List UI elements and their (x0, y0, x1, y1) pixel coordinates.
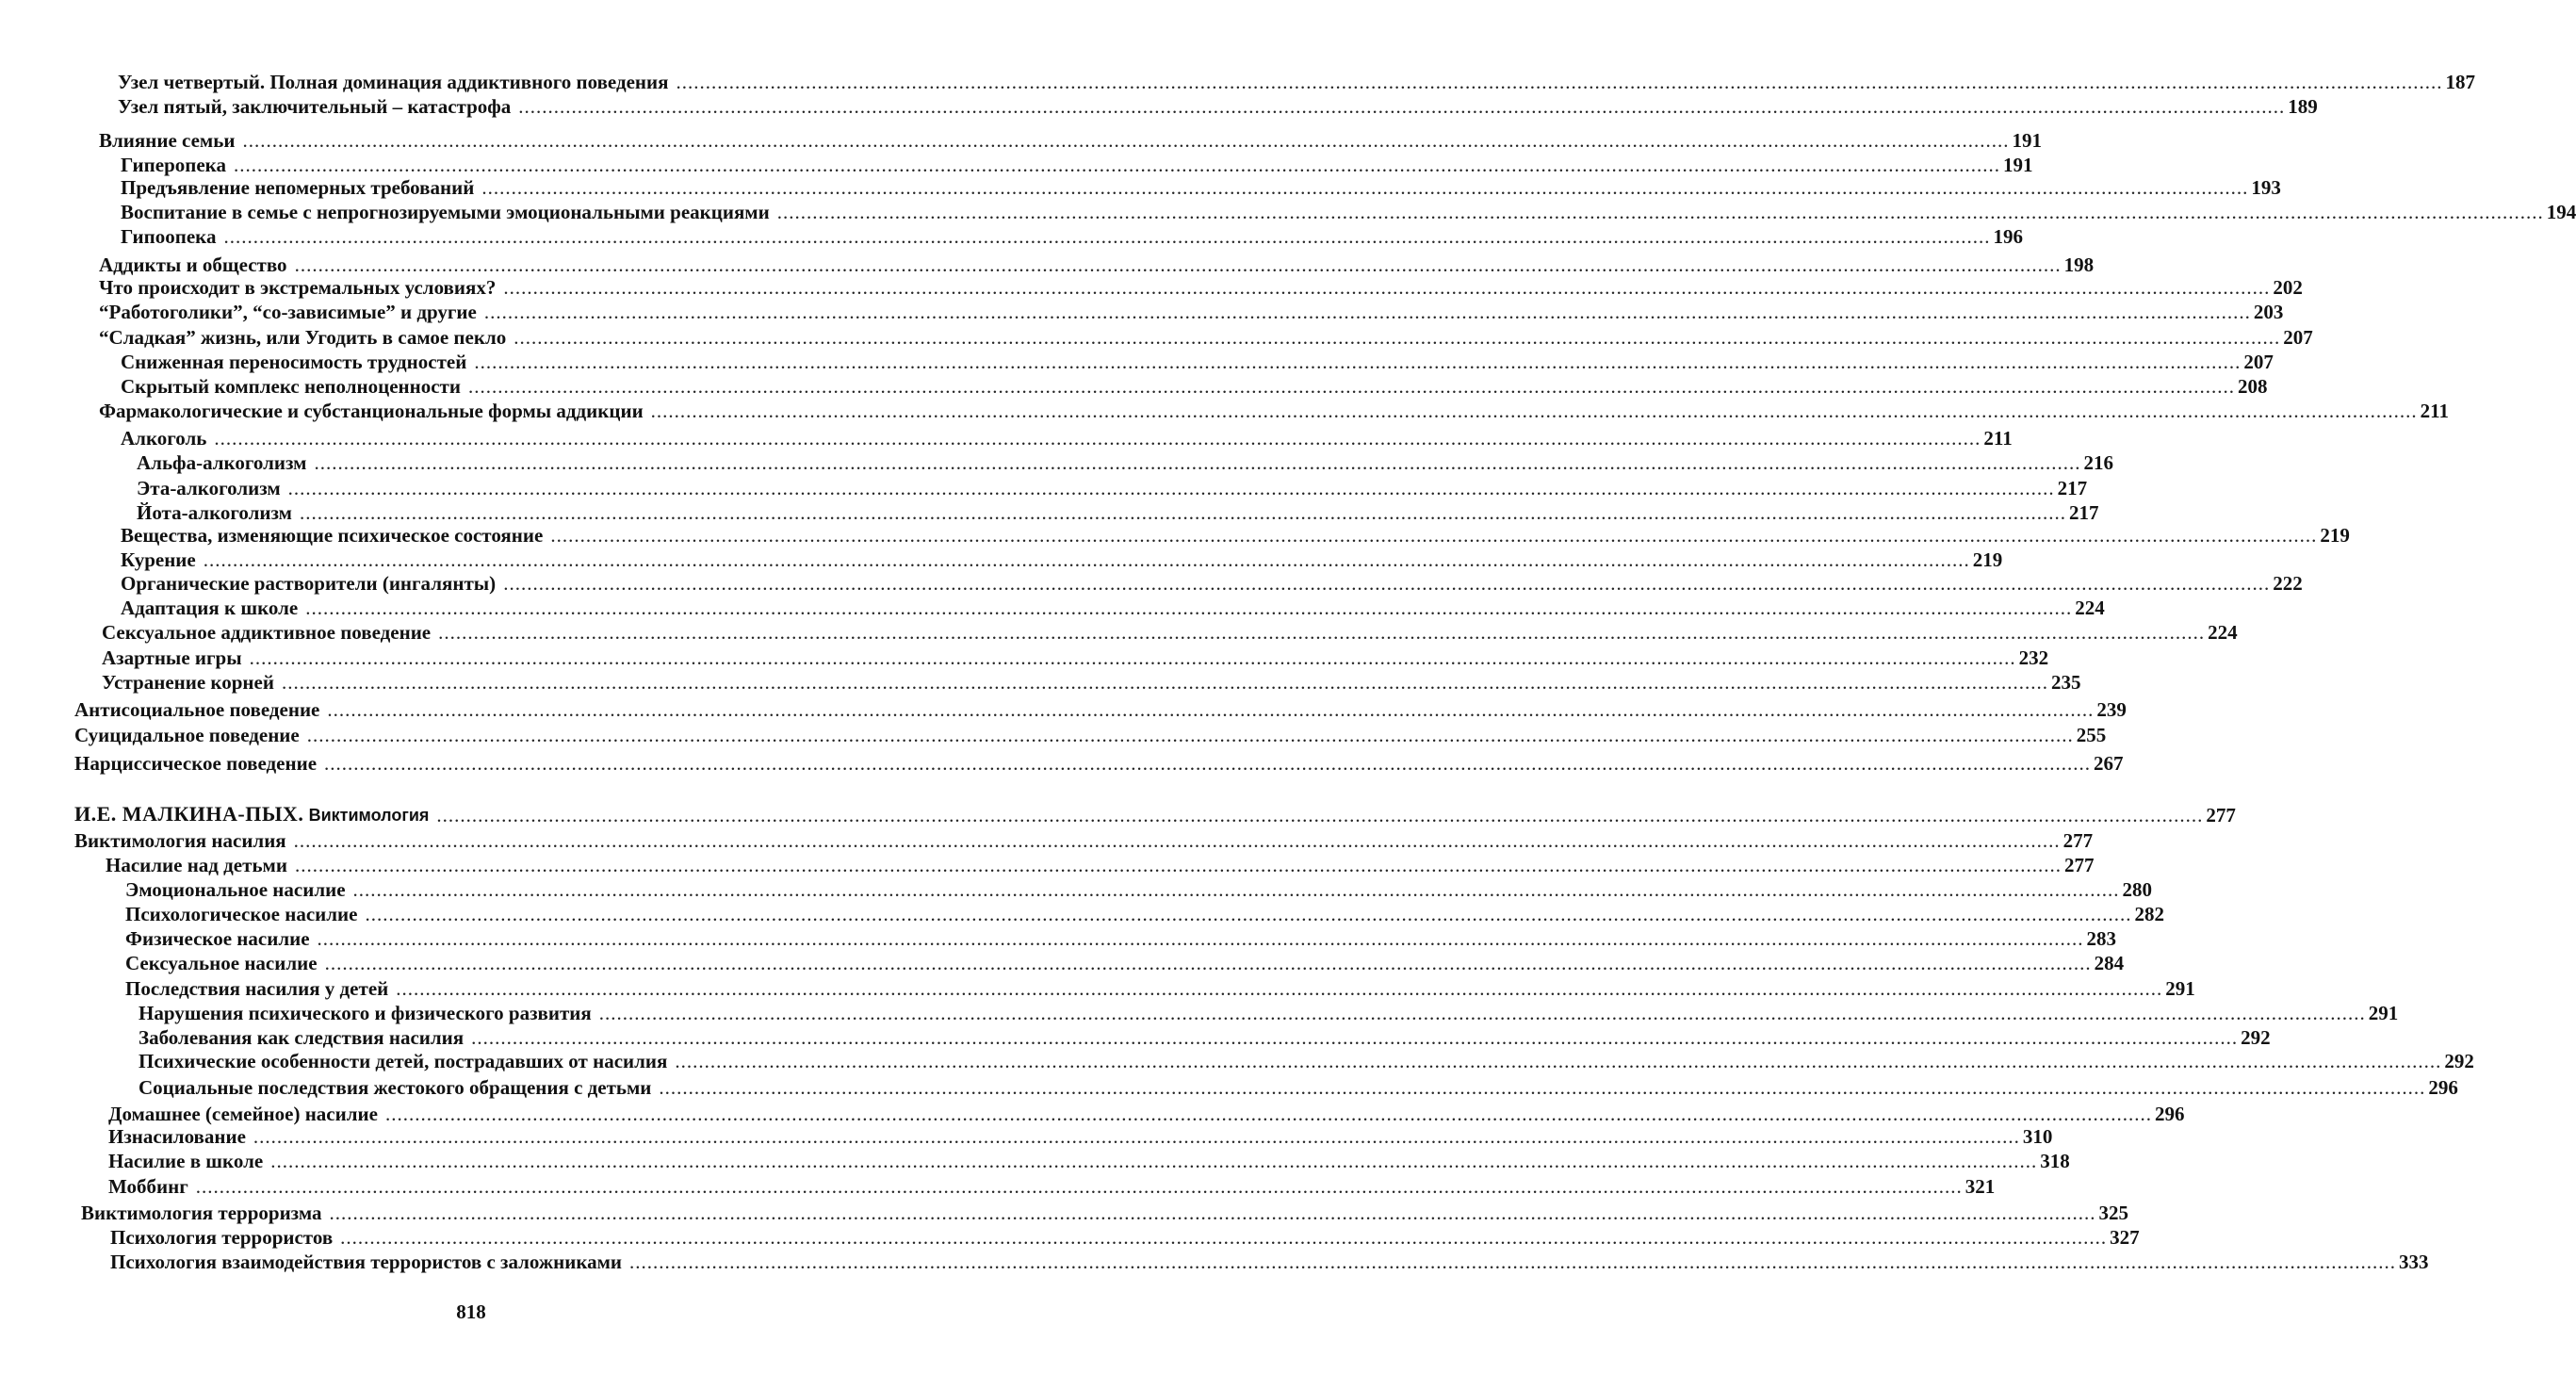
toc-entry (125, 878, 2153, 901)
leader-dots: ............................................................................................................................................................................................................................................................................................................ (340, 1226, 2108, 1249)
toc-entry-page: 333 (2399, 1251, 2429, 1273)
toc-entry-title: Скрытый комплекс неполноценности (121, 375, 461, 398)
toc-entry (99, 276, 2303, 299)
toc-entry (121, 225, 2023, 248)
toc-entry-page: 189 (2288, 95, 2318, 118)
toc-entry-title: Нарушения психического и физического развития (139, 1002, 592, 1024)
toc-entry-title: Сниженная переносимость трудностей (121, 351, 467, 373)
leader-dots: ............................................................................................................................................................................................................................................................................................................ (438, 621, 2206, 644)
leader-dots: ............................................................................................................................................................................................................................................................................................................ (503, 572, 2271, 595)
toc-entry (137, 477, 2088, 499)
toc-entry-title: Психологическое насилие (125, 903, 358, 925)
leader-dots: ............................................................................................................................................................................................................................................................................................................ (249, 646, 2016, 669)
toc-entry-page: 291 (2368, 1002, 2399, 1024)
toc-entry-page: 216 (2083, 451, 2113, 474)
leader-dots: ............................................................................................................................................................................................................................................................................................................ (675, 1050, 2442, 1072)
toc-entry-page: 310 (2022, 1125, 2053, 1148)
leader-dots: ............................................................................................................................................................................................................................................................................................................ (203, 548, 1970, 571)
toc-entry-title: “Сладкая” жизнь, или Угодить в самое пекло (99, 326, 507, 349)
section-name: Виктимология (308, 806, 430, 825)
toc-entry-page: 208 (2237, 375, 2268, 398)
toc-entry (74, 724, 2107, 746)
leader-dots: ............................................................................................................................................................................................................................................................................................................ (294, 854, 2062, 876)
toc-entry-title: Йота-алкоголизм (137, 501, 292, 524)
toc-entry-title: Эмоциональное насилие (125, 878, 346, 901)
toc-entry (102, 671, 2081, 694)
toc-entry (74, 802, 2236, 826)
toc-entry-page: 321 (1965, 1175, 1996, 1198)
toc-entry-title: Эта-алкоголизм (137, 477, 281, 499)
toc-entry (99, 301, 2284, 323)
toc-entry-title: Нарциссическое поведение (74, 752, 318, 775)
toc-entry (99, 254, 2095, 276)
toc-entry-title: Влияние семьи (99, 129, 236, 152)
toc-entry (108, 1125, 2053, 1148)
section-author: И.Е. МАЛКИНА-ПЫХ. (74, 802, 304, 826)
toc-entry (139, 1050, 2474, 1072)
toc-entry-page: 235 (2050, 671, 2081, 694)
toc-entry-title: Узел четвертый. Полная доминация аддиктивного поведения (118, 71, 669, 93)
leader-dots: ............................................................................................................................................................................................................................................................................................................ (305, 597, 2073, 619)
toc-entry-title: Изнасилование (108, 1125, 246, 1148)
toc-entry (99, 129, 2042, 152)
toc-entry-page: 211 (1983, 427, 2013, 450)
toc-entry-title (74, 803, 429, 826)
toc-entry-page: 219 (1972, 548, 2003, 571)
leader-dots: ............................................................................................................................................................................................................................................................................................................ (676, 71, 2443, 93)
toc-entry-title: Гипоопека (121, 225, 217, 248)
toc-entry (81, 1202, 2128, 1224)
toc-entry (121, 154, 2033, 176)
toc-entry-page: 280 (2122, 878, 2153, 901)
toc-entry (110, 1251, 2429, 1273)
toc-entry-title: Сексуальное аддиктивное поведение (102, 621, 432, 644)
leader-dots: ............................................................................................................................................................................................................................................................................................................ (471, 1026, 2239, 1049)
toc-entry-page: 203 (2253, 301, 2284, 323)
leader-dots: ............................................................................................................................................................................................................................................................................................................ (550, 524, 2318, 547)
leader-dots: ............................................................................................................................................................................................................................................................................................................ (650, 400, 2418, 422)
toc-entry-title: Адаптация к школе (121, 597, 299, 619)
toc-entry (108, 1103, 2185, 1125)
toc-entry-title: Что происходит в экстремальных условиях? (99, 276, 497, 299)
leader-dots: ............................................................................................................................................................................................................................................................................................................ (396, 977, 2163, 1000)
toc-entry-title: Курение (121, 548, 196, 571)
toc-entry-title: Виктимология насилия (74, 829, 286, 852)
toc-entry-page: 239 (2096, 698, 2127, 721)
toc-entry (139, 1026, 2271, 1049)
toc-entry-page: 196 (1993, 225, 2023, 248)
toc-entry-page: 292 (2241, 1026, 2271, 1049)
toc-entry (106, 854, 2095, 876)
toc-entry-title: “Работоголики”, “со-зависимые” и другие (99, 301, 477, 323)
toc-entry-page: 207 (2283, 326, 2313, 349)
toc-entry-title: Домашнее (семейное) насилие (108, 1103, 378, 1125)
toc-entry-title: Предъявление непомерных требований (121, 176, 475, 199)
toc-entry-page: 224 (2075, 597, 2105, 619)
toc-entry-title: Моббинг (108, 1175, 188, 1198)
toc-entry-title: Аддикты и общество (99, 254, 287, 276)
toc-entry (99, 400, 2450, 422)
toc-entry-title: Насилие в школе (108, 1150, 264, 1172)
toc-entry (118, 95, 2318, 118)
toc-entry (125, 977, 2195, 1000)
toc-entry-title: Альфа-алкоголизм (137, 451, 307, 474)
toc-entry-page: 296 (2154, 1103, 2185, 1125)
toc-entry (102, 621, 2238, 644)
toc-entry-page: 198 (2063, 254, 2095, 276)
toc-entry-page: 222 (2273, 572, 2303, 595)
toc-entry-page: 277 (2063, 854, 2095, 876)
leader-dots: ............................................................................................................................................................................................................................................................................................................ (317, 927, 2084, 950)
leader-dots: ............................................................................................................................................................................................................................................................................................................ (503, 276, 2271, 299)
toc-entry (139, 1002, 2399, 1024)
toc-entry (137, 451, 2113, 474)
toc-entry (121, 375, 2268, 398)
leader-dots: ............................................................................................................................................................................................................................................................................................................ (365, 903, 2132, 925)
toc-entry-title: Психология взаимодействия террористов с заложниками (110, 1251, 623, 1273)
toc-entry-title: Алкоголь (121, 427, 207, 450)
toc-entry-page: 219 (2320, 524, 2350, 547)
toc-entry-page: 277 (2062, 829, 2094, 852)
toc-entry (125, 903, 2164, 925)
leader-dots: ............................................................................................................................................................................................................................................................................................................ (659, 1076, 2426, 1099)
toc-entry (121, 572, 2303, 595)
toc-entry (139, 1076, 2458, 1099)
toc-entry-title: Устранение корней (102, 671, 274, 694)
leader-dots: ............................................................................................................................................................................................................................................................................................................ (287, 477, 2055, 499)
toc-entry-page: 217 (2068, 501, 2099, 524)
toc-entry-title: Воспитание в семье с непрогнозируемыми эмоциональными реакциями (121, 201, 770, 223)
leader-dots: ............................................................................................................................................................................................................................................................................................................ (384, 1103, 2152, 1125)
leader-dots: ............................................................................................................................................................................................................................................................................................................ (629, 1251, 2397, 1273)
toc-entry-title: Насилие над детьми (106, 854, 287, 876)
toc-entry-page: 325 (2098, 1202, 2128, 1224)
leader-dots: ............................................................................................................................................................................................................................................................................................................ (306, 724, 2074, 746)
toc-entry-title: Виктимология терроризма (81, 1202, 322, 1224)
toc-entry (121, 176, 2281, 199)
toc-entry-page: 224 (2208, 621, 2238, 644)
leader-dots: ............................................................................................................................................................................................................................................................................................................ (481, 176, 2249, 199)
toc-entry (99, 326, 2313, 349)
toc-entry-title: Узел пятый, заключительный – катастрофа (118, 95, 512, 118)
leader-dots: ............................................................................................................................................................................................................................................................................................................ (299, 501, 2066, 524)
leader-dots: ............................................................................................................................................................................................................................................................................................................ (324, 752, 2092, 775)
toc-entry-title: Физическое насилие (125, 927, 310, 950)
toc-entry-title: Фармакологические и субстанциональные формы аддикции (99, 400, 644, 422)
leader-dots: ............................................................................................................................................................................................................................................................................................................ (474, 351, 2242, 373)
toc-entry-page: 292 (2444, 1050, 2474, 1072)
toc-entry-page: 283 (2086, 927, 2117, 950)
leader-dots: ............................................................................................................................................................................................................................................................................................................ (598, 1002, 2366, 1024)
toc-entry-title: Азартные игры (102, 646, 242, 669)
toc-entry-page: 191 (2002, 154, 2033, 176)
leader-dots: ............................................................................................................................................................................................................................................................................................................ (436, 804, 2204, 826)
leader-dots: ............................................................................................................................................................................................................................................................................................................ (223, 225, 1991, 248)
leader-dots: ............................................................................................................................................................................................................................................................................................................ (514, 326, 2281, 349)
toc-entry-page: 232 (2018, 646, 2049, 669)
leader-dots: ............................................................................................................................................................................................................................................................................................................ (294, 254, 2062, 276)
toc-entry (121, 351, 2274, 373)
toc-entry (108, 1175, 1996, 1198)
toc-entry-page: 282 (2134, 903, 2164, 925)
toc-entry-page: 194 (2546, 201, 2576, 223)
leader-dots: ............................................................................................................................................................................................................................................................................................................ (242, 129, 2010, 152)
toc-entry-page: 318 (2040, 1150, 2070, 1172)
toc-entry (125, 952, 2125, 974)
toc-entry (121, 201, 2576, 223)
leader-dots: ............................................................................................................................................................................................................................................................................................................ (483, 301, 2251, 323)
toc-entry-title: Заболевания как следствия насилия (139, 1026, 465, 1049)
toc-entry-title: Психология террористов (110, 1226, 334, 1249)
toc-entry (110, 1226, 2140, 1249)
toc-entry-page: 277 (2206, 804, 2236, 826)
toc-entry-page: 211 (2420, 400, 2450, 422)
leader-dots: ............................................................................................................................................................................................................................................................................................................ (327, 698, 2095, 721)
toc-entry (74, 698, 2127, 721)
toc-entry (121, 548, 2003, 571)
leader-dots: ............................................................................................................................................................................................................................................................................................................ (233, 154, 2000, 176)
toc-entry (102, 646, 2049, 669)
toc-entry-page: 284 (2094, 952, 2125, 974)
toc-entry-page: 217 (2057, 477, 2088, 499)
toc-entry-title: Суицидальное поведение (74, 724, 300, 746)
leader-dots: ............................................................................................................................................................................................................................................................................................................ (195, 1175, 1963, 1198)
toc-entry-page: 267 (2094, 752, 2124, 775)
toc-entry-page: 193 (2251, 176, 2281, 199)
toc-entry (118, 71, 2475, 93)
toc-entry-page: 202 (2273, 276, 2303, 299)
toc-entry (121, 524, 2350, 547)
toc-entry (108, 1150, 2070, 1172)
leader-dots: ............................................................................................................................................................................................................................................................................................................ (281, 671, 2048, 694)
leader-dots: ............................................................................................................................................................................................................................................................................................................ (253, 1125, 2020, 1148)
toc-entry-page: 255 (2076, 724, 2107, 746)
toc-entry-title: Психические особенности детей, пострадавших от насилия (139, 1050, 668, 1072)
toc-entry (125, 927, 2117, 950)
leader-dots: ............................................................................................................................................................................................................................................................................................................ (352, 878, 2120, 901)
leader-dots: ............................................................................................................................................................................................................................................................................................................ (270, 1150, 2038, 1172)
toc-entry (74, 829, 2094, 852)
toc-entry-page: 296 (2428, 1076, 2458, 1099)
toc-entry (121, 427, 2013, 450)
leader-dots: ............................................................................................................................................................................................................................................................................................................ (518, 95, 2286, 118)
toc-entry-page: 191 (2012, 129, 2042, 152)
toc-entry-title: Социальные последствия жестокого обращения с детьми (139, 1076, 652, 1099)
toc-entry-title: Гиперопека (121, 154, 226, 176)
toc-entry-title: Органические растворители (ингалянты) (121, 572, 497, 595)
leader-dots: ............................................................................................................................................................................................................................................................................................................ (314, 451, 2081, 474)
toc-entry-page: 187 (2445, 71, 2475, 93)
toc-entry-page: 327 (2110, 1226, 2140, 1249)
page-number: 818 (456, 1300, 486, 1323)
toc-entry (121, 597, 2105, 619)
toc-entry (137, 501, 2099, 524)
leader-dots: ............................................................................................................................................................................................................................................................................................................ (467, 375, 2235, 398)
leader-dots: ............................................................................................................................................................................................................................................................................................................ (214, 427, 1981, 450)
toc-entry-page: 291 (2165, 977, 2195, 1000)
toc-entry-title: Вещества, изменяющие психическое состояние (121, 524, 544, 547)
toc-entry (74, 752, 2124, 775)
leader-dots: ............................................................................................................................................................................................................................................................................................................ (776, 201, 2544, 223)
toc-entry-title: Антисоциальное поведение (74, 698, 320, 721)
toc-entry-page: 207 (2243, 351, 2274, 373)
toc-entry-title: Последствия насилия у детей (125, 977, 389, 1000)
leader-dots: ............................................................................................................................................................................................................................................................................................................ (329, 1202, 2096, 1224)
leader-dots: ............................................................................................................................................................................................................................................................................................................ (293, 829, 2061, 852)
toc-entry-title: Сексуальное насилие (125, 952, 318, 974)
leader-dots: ............................................................................................................................................................................................................................................................................................................ (324, 952, 2092, 974)
